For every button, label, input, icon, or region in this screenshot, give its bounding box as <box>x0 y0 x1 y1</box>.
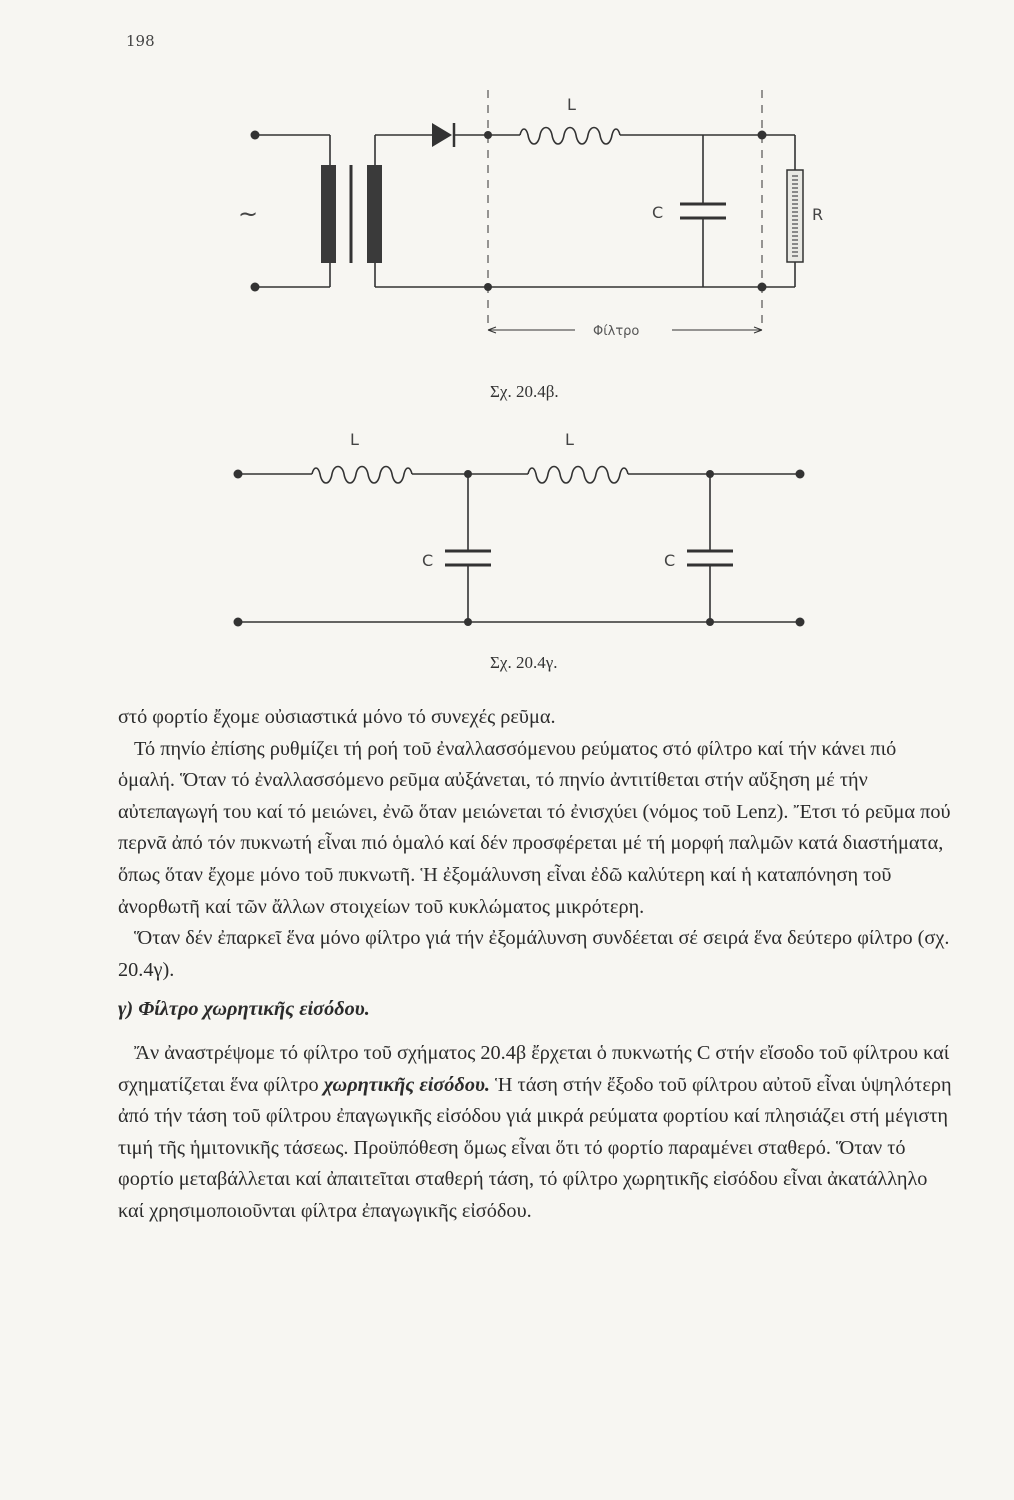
paragraph-1: στό φορτίο ἔχομε οὐσιαστικά μόνο τό συνεχές ρεῦμα. <box>118 706 556 728</box>
label-capacitor-2: C <box>664 551 676 570</box>
label-resistor: R <box>812 205 824 224</box>
diode <box>432 123 454 147</box>
caption-figure-b: Σχ. 20.4β. <box>490 382 559 401</box>
label-filter-span: Φίλτρο <box>593 324 640 339</box>
label-inductor: L <box>567 95 576 114</box>
junction-dots <box>234 470 805 627</box>
two-stage-lc-filter-schematic <box>0 425 1014 690</box>
paragraph-3: Ὅταν δέν ἐπαρκεῖ ἕνα μόνο φίλτρο γιά τήν ἐξομάλυνση συνδέεται σέ σειρά ἕνα δεύτερο φίλτρο (σχ. 20.4γ). <box>118 927 950 981</box>
caption-figure-c: Σχ. 20.4γ. <box>490 653 558 672</box>
capacitor-c1 <box>445 551 491 565</box>
paragraph-4-text-b: Ἡ τάση στήν ἔξοδο τοῦ φίλτρου αὐτοῦ εἶναι ὑψηλότερη ἀπό τήν τάση τοῦ φίλτρου ἐπαγωγικῆς εἰσόδου γιά μικρά ρεύματα φορτίου καί πλησιάζει στή μέγιστη τιμή τῆς ἡμιτονικῆς τάσεως. Προϋπόθεση ὅμως εἶναι ὅτι τό φορτίο παραμένει σταθερό. Ὅταν τό φορτίο μεταβάλλεται καί ἀπαιτεῖται σταθερή τάση, τό φίλτρο χωρητικῆς εἰσόδου εἶναι ἀκατάλληλο καί χρησιμοποιοῦνται φίλτρα ἐπαγωγικῆς εἰσόδου. <box>118 1073 952 1222</box>
label-capacitor: C <box>652 203 664 222</box>
inductor-coil-1 <box>312 467 412 484</box>
inductor-coil-2 <box>528 467 628 484</box>
capacitor-c <box>680 204 726 218</box>
body-text <box>118 702 952 1228</box>
transformer-secondary <box>367 165 382 263</box>
ac-source-symbol: ~ <box>238 200 259 228</box>
inductor-coil <box>520 128 620 145</box>
paragraph-4-text-a: Ἄν ἀναστρέψομε τό φίλτρο τοῦ σχήματος 20.4β ἔρχεται ὁ πυκνωτής C στήν εἴσοδο τοῦ φίλτρου καί σχηματίζεται ἕνα φίλτρο <box>118 1041 950 1096</box>
label-inductor-1: L <box>350 430 359 449</box>
paragraph-4 <box>118 1038 952 1228</box>
section-heading: γ) Φίλτρο χωρητικῆς εἰσόδου. <box>118 998 370 1021</box>
label-inductor-2: L <box>565 430 574 449</box>
capacitor-c2 <box>687 551 733 565</box>
figure-20-4b <box>0 80 1014 410</box>
page-number: 198 <box>126 32 155 50</box>
figure-20-4g <box>0 425 1014 690</box>
rectifier-lc-filter-schematic <box>0 80 1014 410</box>
paragraph-2: Τό πηνίο ἐπίσης ρυθμίζει τή ροή τοῦ ἐναλλασσόμενου ρεύματος στό φίλτρο καί τήν κάνει πιό ὁμαλή. Ὅταν τό ἐναλλασσόμενο ρεῦμα αὐξάνεται, τό πηνίο ἀντιτίθεται στήν αὔξηση μέ τήν αὐτεπαγωγή του καί τό μειώνει, ἐνῶ ὅταν μειώνεται τό ἐνισχύει (νόμος τοῦ Lenz). Ἔτσι τό ρεῦμα πού περνᾶ ἀπό τόν πυκνωτή εἶναι πιό ὁμαλό καί δέν προσφέρεται μέ τή μορφή παλμῶν κατά διαστήματα, ὅπως ὅταν ἔχομε μόνο τοῦ πυκνωτῆ. Ἡ ἐξομάλυνση εἶναι ἐδῶ καλύτερη καί ἡ καταπόνηση τοῦ ἀνορθωτῆ καί τῶν ἄλλων στοιχείων τοῦ κυκλώματος μικρότερη. <box>118 737 951 918</box>
paragraph-4-emphasis: χωρητικῆς εἰσόδου. <box>323 1073 490 1096</box>
label-capacitor-1: C <box>422 551 434 570</box>
transformer-primary <box>321 165 336 263</box>
